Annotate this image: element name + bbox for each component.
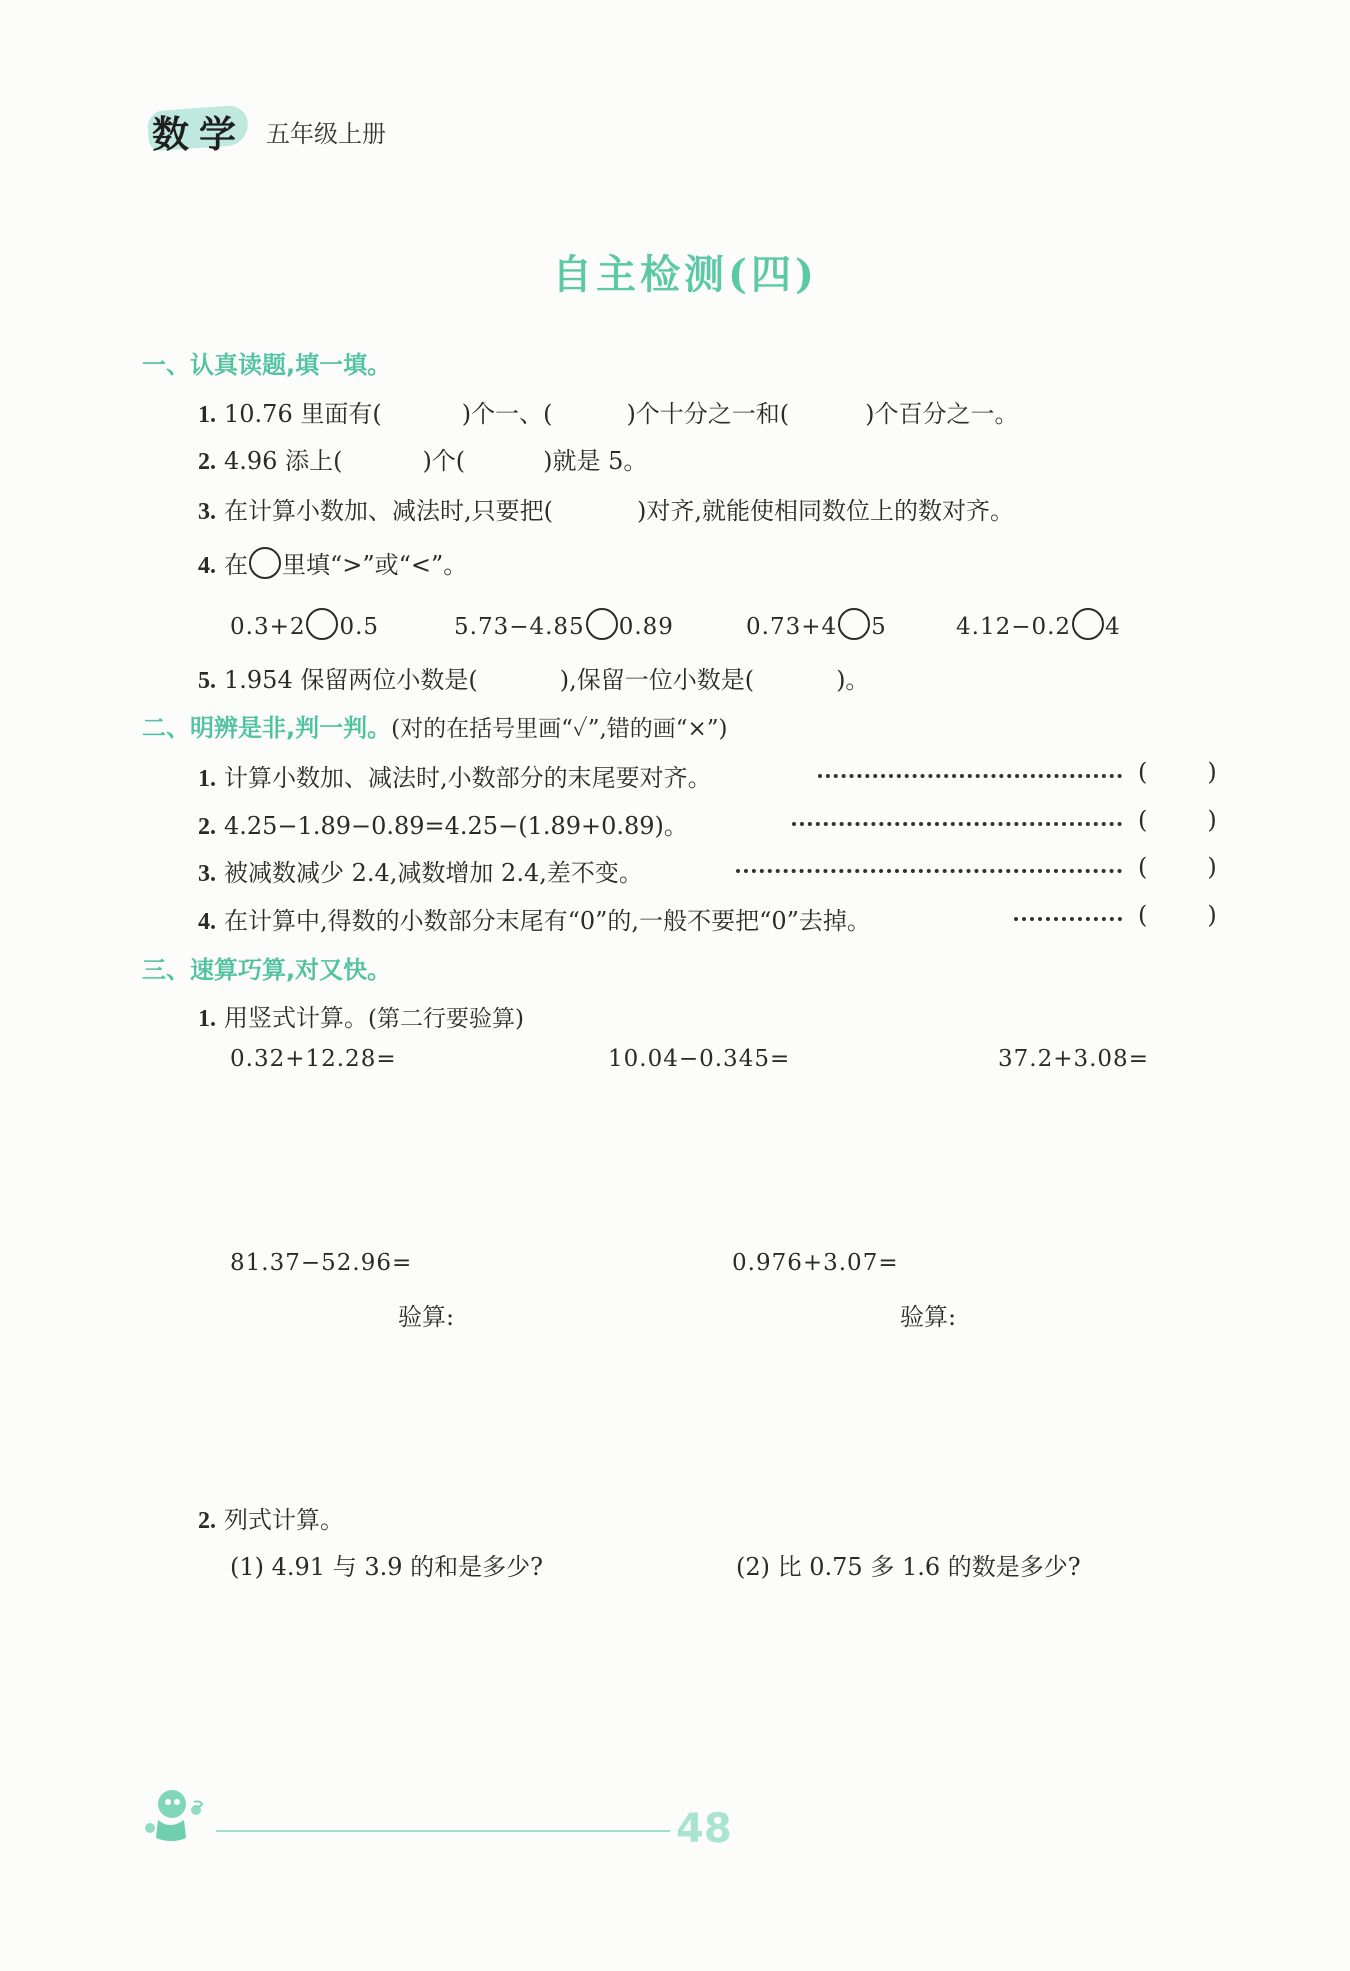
s1-q4-part-b: 里填“>”或“<”。 — [282, 551, 468, 579]
s3-q1-note: (第二行要验算) — [368, 1006, 524, 1032]
comparison-1-circle[interactable] — [306, 608, 338, 640]
circle-blank[interactable] — [249, 547, 281, 579]
calc-5: 0.976+3.07= — [732, 1250, 899, 1276]
s1-q5-part-b: ),保留一位小数是( — [559, 666, 755, 694]
mascot-icon — [140, 1780, 220, 1850]
comparison-3-circle[interactable] — [838, 608, 870, 640]
s2-item-3 — [198, 853, 643, 888]
s3-q1-text: 用竖式计算。 — [224, 1004, 368, 1032]
s2-item-2-number: 2. — [198, 814, 216, 840]
section1-heading: 一、认真读题,填一填。 — [142, 351, 392, 379]
s1-q1-number: 1. — [198, 402, 216, 428]
comparison-1 — [230, 608, 379, 640]
s2-item-1-text: 计算小数加、减法时,小数部分的末尾要对齐。 — [224, 764, 712, 792]
s2-item-3-text: 被减数减少 2.4,减数增加 2.4,差不变。 — [224, 859, 643, 887]
s1-q4-part-a: 在 — [224, 551, 248, 579]
comparison-3-right: 5 — [871, 614, 887, 640]
s1-q5-part-c: )。 — [836, 666, 870, 694]
subject-label: 数学 — [152, 113, 246, 156]
comparison-2-circle[interactable] — [586, 608, 618, 640]
s3-q2-text: 列式计算。 — [224, 1506, 344, 1534]
s2-item-4-text: 在计算中,得数的小数部分末尾有“0”的,一般不要把“0”去掉。 — [224, 907, 871, 935]
leader-dots — [792, 822, 1122, 826]
s2-item-3-number: 3. — [198, 861, 216, 887]
answer-paren-4[interactable]: ( ) — [1138, 901, 1217, 929]
leader-dots — [736, 869, 1122, 873]
answer-paren-3[interactable]: ( ) — [1138, 853, 1217, 881]
comparison-1-right: 0.5 — [339, 614, 380, 640]
s3-question-1 — [198, 998, 524, 1033]
calc-3: 37.2+3.08= — [998, 1046, 1149, 1072]
comparison-3 — [746, 608, 887, 640]
check-label-2: 验算: — [900, 1303, 957, 1331]
s1-q1-part-a: 10.76 里面有( — [224, 400, 382, 428]
comparison-4-circle[interactable] — [1072, 608, 1104, 640]
s1-q2-part-c: )就是 5。 — [543, 447, 648, 475]
s1-q4-number: 4. — [198, 553, 216, 579]
comparison-1-left: 0.3+2 — [230, 614, 306, 640]
comparison-4 — [956, 608, 1121, 640]
s1-q2-part-a: 4.96 添上( — [224, 447, 343, 475]
s1-q3-part-a: 在计算小数加、减法时,只要把( — [224, 497, 553, 525]
s2-item-1-number: 1. — [198, 766, 216, 792]
comparison-2-right: 0.89 — [618, 614, 674, 640]
footer-rule — [216, 1830, 670, 1832]
s2-item-2-text: 4.25−1.89−0.89=4.25−(1.89+0.89)。 — [224, 812, 688, 840]
section2-note: (对的在括号里画“✓”,错的画“×”) — [391, 716, 728, 742]
s2-item-4 — [198, 901, 871, 936]
s2-item-1 — [198, 758, 712, 793]
section2-title: 二、明辨是非,判一判。 — [142, 714, 392, 742]
s1-q3-part-b: )对齐,就能使相同数位上的数对齐。 — [637, 497, 1014, 525]
s1-question-1 — [198, 394, 1019, 429]
leader-dots — [818, 774, 1122, 778]
s1-q2-number: 2. — [198, 449, 216, 475]
page-title: 自主检测(四) — [552, 251, 818, 298]
comparison-2 — [454, 608, 674, 640]
word-problem-1: (1) 4.91 与 3.9 的和是多少? — [230, 1553, 543, 1581]
word-problem-2: (2) 比 0.75 多 1.6 的数是多少? — [736, 1553, 1081, 1581]
s1-q5-part-a: 1.954 保留两位小数是( — [224, 666, 478, 694]
check-label-1: 验算: — [398, 1303, 455, 1331]
page-number: 48 — [676, 1806, 732, 1852]
s3-q1-number: 1. — [198, 1006, 216, 1032]
s1-q1-part-d: )个百分之一。 — [865, 400, 1019, 428]
s1-q5-number: 5. — [198, 668, 216, 694]
answer-paren-1[interactable]: ( ) — [1138, 758, 1217, 786]
s2-item-2 — [198, 806, 688, 841]
s1-q2-part-b: )个( — [422, 447, 466, 475]
s1-question-5 — [198, 660, 869, 695]
section3-heading: 三、速算巧算,对又快。 — [142, 956, 392, 984]
calc-4: 81.37−52.96= — [230, 1250, 413, 1276]
comparison-4-right: 4 — [1105, 614, 1121, 640]
s1-q1-part-c: )个十分之一和( — [626, 400, 790, 428]
s1-q1-part-b: )个一、( — [461, 400, 553, 428]
comparison-2-left: 5.73−4.85 — [454, 614, 585, 640]
s1-question-4 — [198, 545, 467, 580]
s2-item-4-number: 4. — [198, 909, 216, 935]
calc-1: 0.32+12.28= — [230, 1046, 397, 1072]
s1-question-3 — [198, 491, 1014, 526]
s1-question-2 — [198, 441, 647, 476]
calc-2: 10.04−0.345= — [608, 1046, 791, 1072]
s1-q3-number: 3. — [198, 499, 216, 525]
answer-paren-2[interactable]: ( ) — [1138, 806, 1217, 834]
comparison-3-left: 0.73+4 — [746, 614, 838, 640]
leader-dots — [1014, 917, 1122, 921]
grade-label: 五年级上册 — [266, 120, 386, 148]
s3-question-2 — [198, 1500, 344, 1535]
comparison-4-left: 4.12−0.2 — [956, 614, 1072, 640]
section2-heading — [142, 708, 728, 743]
s3-q2-number: 2. — [198, 1508, 216, 1534]
